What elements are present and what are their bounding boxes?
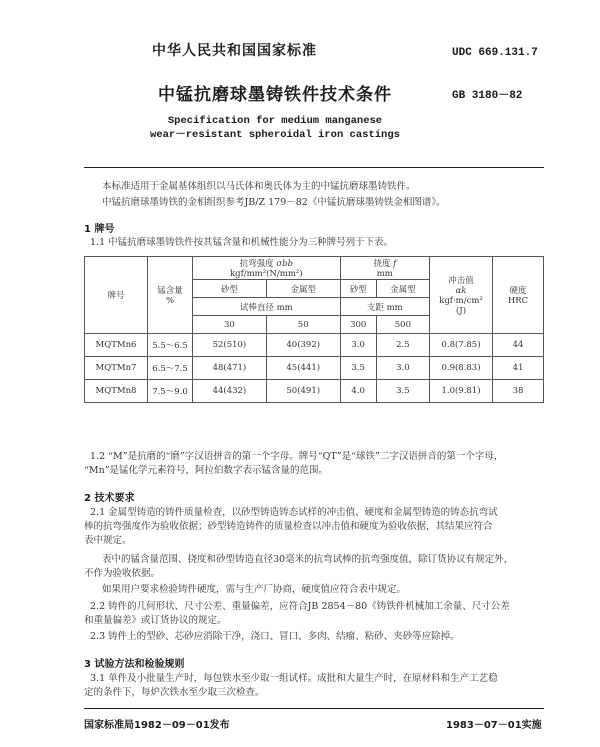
clause-2-1-para-3: 如果用户要求检验铸件硬度，需与生产厂协商，硬度值应符合表中规定。 — [102, 584, 407, 595]
table-cell: 38 — [493, 380, 544, 403]
table-cell: 3.0 — [340, 334, 376, 357]
table-cell: 52(510) — [193, 334, 267, 357]
issuing-country-header: 中华人民共和国国家标准 — [152, 43, 317, 59]
clause-2-2-line-1: 2.2 铸件的几何形状、尺寸公差、重量偏差，应符合JB 2854－80《铸铁件机械加工余量、尺寸公差 — [90, 601, 510, 612]
sub-bar-diameter: 试棒直径 mm — [193, 298, 341, 316]
sub-metal-1: 金属型 — [266, 280, 340, 298]
col-header-bending-strength: 抗弯强度 σbb kgf/mm²(N/mm²) — [193, 257, 341, 280]
col-header-hardness: 硬度 HRC — [493, 257, 544, 334]
clause-2-1-para-2-line-1: 表中的锰含量范围、挠度和砂型铸造直径30毫米的抗弯试棒的抗弯强度值，除订货协议有规定外， — [102, 554, 514, 565]
table-cell: 3.0 — [376, 357, 429, 380]
col-header-mn: 锰含量 % — [148, 257, 193, 334]
sub-span: 支距 mm — [340, 298, 429, 316]
table-cell: 7.5～9.0 — [148, 380, 193, 403]
table-cell: 50(491) — [266, 380, 340, 403]
section-1-heading: 1 牌号 — [84, 224, 115, 235]
clause-2-3: 2.3 铸件上的型砂、芯砂应消除干净，浇口、冒口、多肉、结瘤、粘砂、夹砂等应除掉。 — [90, 631, 460, 642]
span-500: 500 — [376, 316, 429, 334]
sub-sand-2: 砂型 — [340, 280, 376, 298]
standard-number: GB 3180－82 — [452, 90, 523, 102]
diameter-50: 50 — [266, 316, 340, 334]
footer-divider — [84, 708, 544, 709]
intro-paragraph-2: 中锰抗磨球墨铸铁的金相组织参考JB/Z 179－82《中锰抗磨球墨铸铁金相图谱》。 — [102, 197, 446, 208]
udc-code: UDC 669.131.7 — [452, 47, 538, 59]
table-cell: 48(471) — [193, 357, 267, 380]
table-cell: 0.8(7.85) — [430, 334, 493, 357]
clause-2-1-line-3: 表中规定。 — [84, 535, 132, 546]
clause-2-1-para-2-line-2: 不作为验收依据。 — [84, 568, 161, 579]
table-cell: 5.5～6.5 — [148, 334, 193, 357]
clause-1-2-line-1: 1.2 “M”是抗磨的“磨”字汉语拼音的第一个字母。牌号“QT”是“球铁”二字汉语拼音的第一个字母， — [90, 451, 504, 462]
table-cell: 40(392) — [266, 334, 340, 357]
document-title: 中锰抗磨球墨铸铁件技术条件 — [158, 85, 392, 105]
clause-2-1-line-1: 2.1 金属型铸造的铸件质量检查，以砂型铸造铸态试样的冲击值、硬度和金属型铸造的铸态抗弯试 — [90, 507, 498, 518]
table-cell: 3.5 — [376, 380, 429, 403]
span-300: 300 — [340, 316, 376, 334]
col-header-grade: 牌号 — [85, 257, 148, 334]
table-row: MQTMn7 — [85, 357, 148, 380]
table-row: MQTMn8 — [85, 380, 148, 403]
clause-1-2-line-2: “Mn”是锰化学元素符号，阿拉伯数字表示锰含量的范围。 — [84, 465, 329, 476]
table-cell: 45(441) — [266, 357, 340, 380]
effective-date: 1983－07－01实施 — [446, 720, 542, 731]
clause-1-1: 1.1 中锰抗磨球墨铸铁件按其锰含量和机械性能分为三种牌号列于下表。 — [90, 237, 394, 248]
grade-properties-table — [84, 256, 544, 403]
diameter-30: 30 — [193, 316, 267, 334]
sub-metal-2: 金属型 — [376, 280, 429, 298]
intro-paragraph-1: 本标准适用于金属基体组织以马氏体和奥氏体为主的中锰抗磨球墨铸铁件。 — [102, 181, 416, 192]
col-header-deflection: 挠度 f mm — [340, 257, 429, 280]
english-title-line-2: wear－resistant spheroidal iron castings — [150, 129, 400, 141]
table-cell: 6.5～7.5 — [148, 357, 193, 380]
table-cell: 4.0 — [340, 380, 376, 403]
clause-3-1-line-1: 3.1 单件及小批量生产时，每包铁水至少取一组试样。成批和大量生产时，在原材料和生产工艺稳 — [90, 673, 498, 684]
table-cell: 1.0(9.81) — [430, 380, 493, 403]
issue-date: 国家标准局1982－09－01发布 — [84, 720, 230, 731]
table-cell: 2.5 — [376, 334, 429, 357]
section-3-heading: 3 试验方法和检验规则 — [84, 659, 185, 670]
table-cell: 44 — [493, 334, 544, 357]
section-2-heading: 2 技术要求 — [84, 493, 135, 504]
col-header-impact: 冲击值 αk kgf·m/cm² (J) — [430, 257, 493, 334]
header-divider — [84, 167, 544, 168]
table-cell: 0.9(8.83) — [430, 357, 493, 380]
table-cell: 41 — [493, 357, 544, 380]
clause-3-1-line-2: 定的条件下，每炉次铁水至少取三次检查。 — [84, 687, 265, 698]
table-cell: 44(432) — [193, 380, 267, 403]
table-row: MQTMn6 — [85, 334, 148, 357]
clause-2-1-line-2: 棒的抗弯强度作为验收依据；砂型铸造铸件的质量检查以冲击值和硬度为验收依据，其结果应符合 — [84, 521, 493, 532]
sub-sand-1: 砂型 — [193, 280, 267, 298]
english-title-line-1: Specification for medium manganese — [167, 115, 383, 127]
clause-2-2-line-2: 和重量偏差》或订货协议的规定。 — [84, 615, 227, 626]
table-cell: 3.5 — [340, 357, 376, 380]
